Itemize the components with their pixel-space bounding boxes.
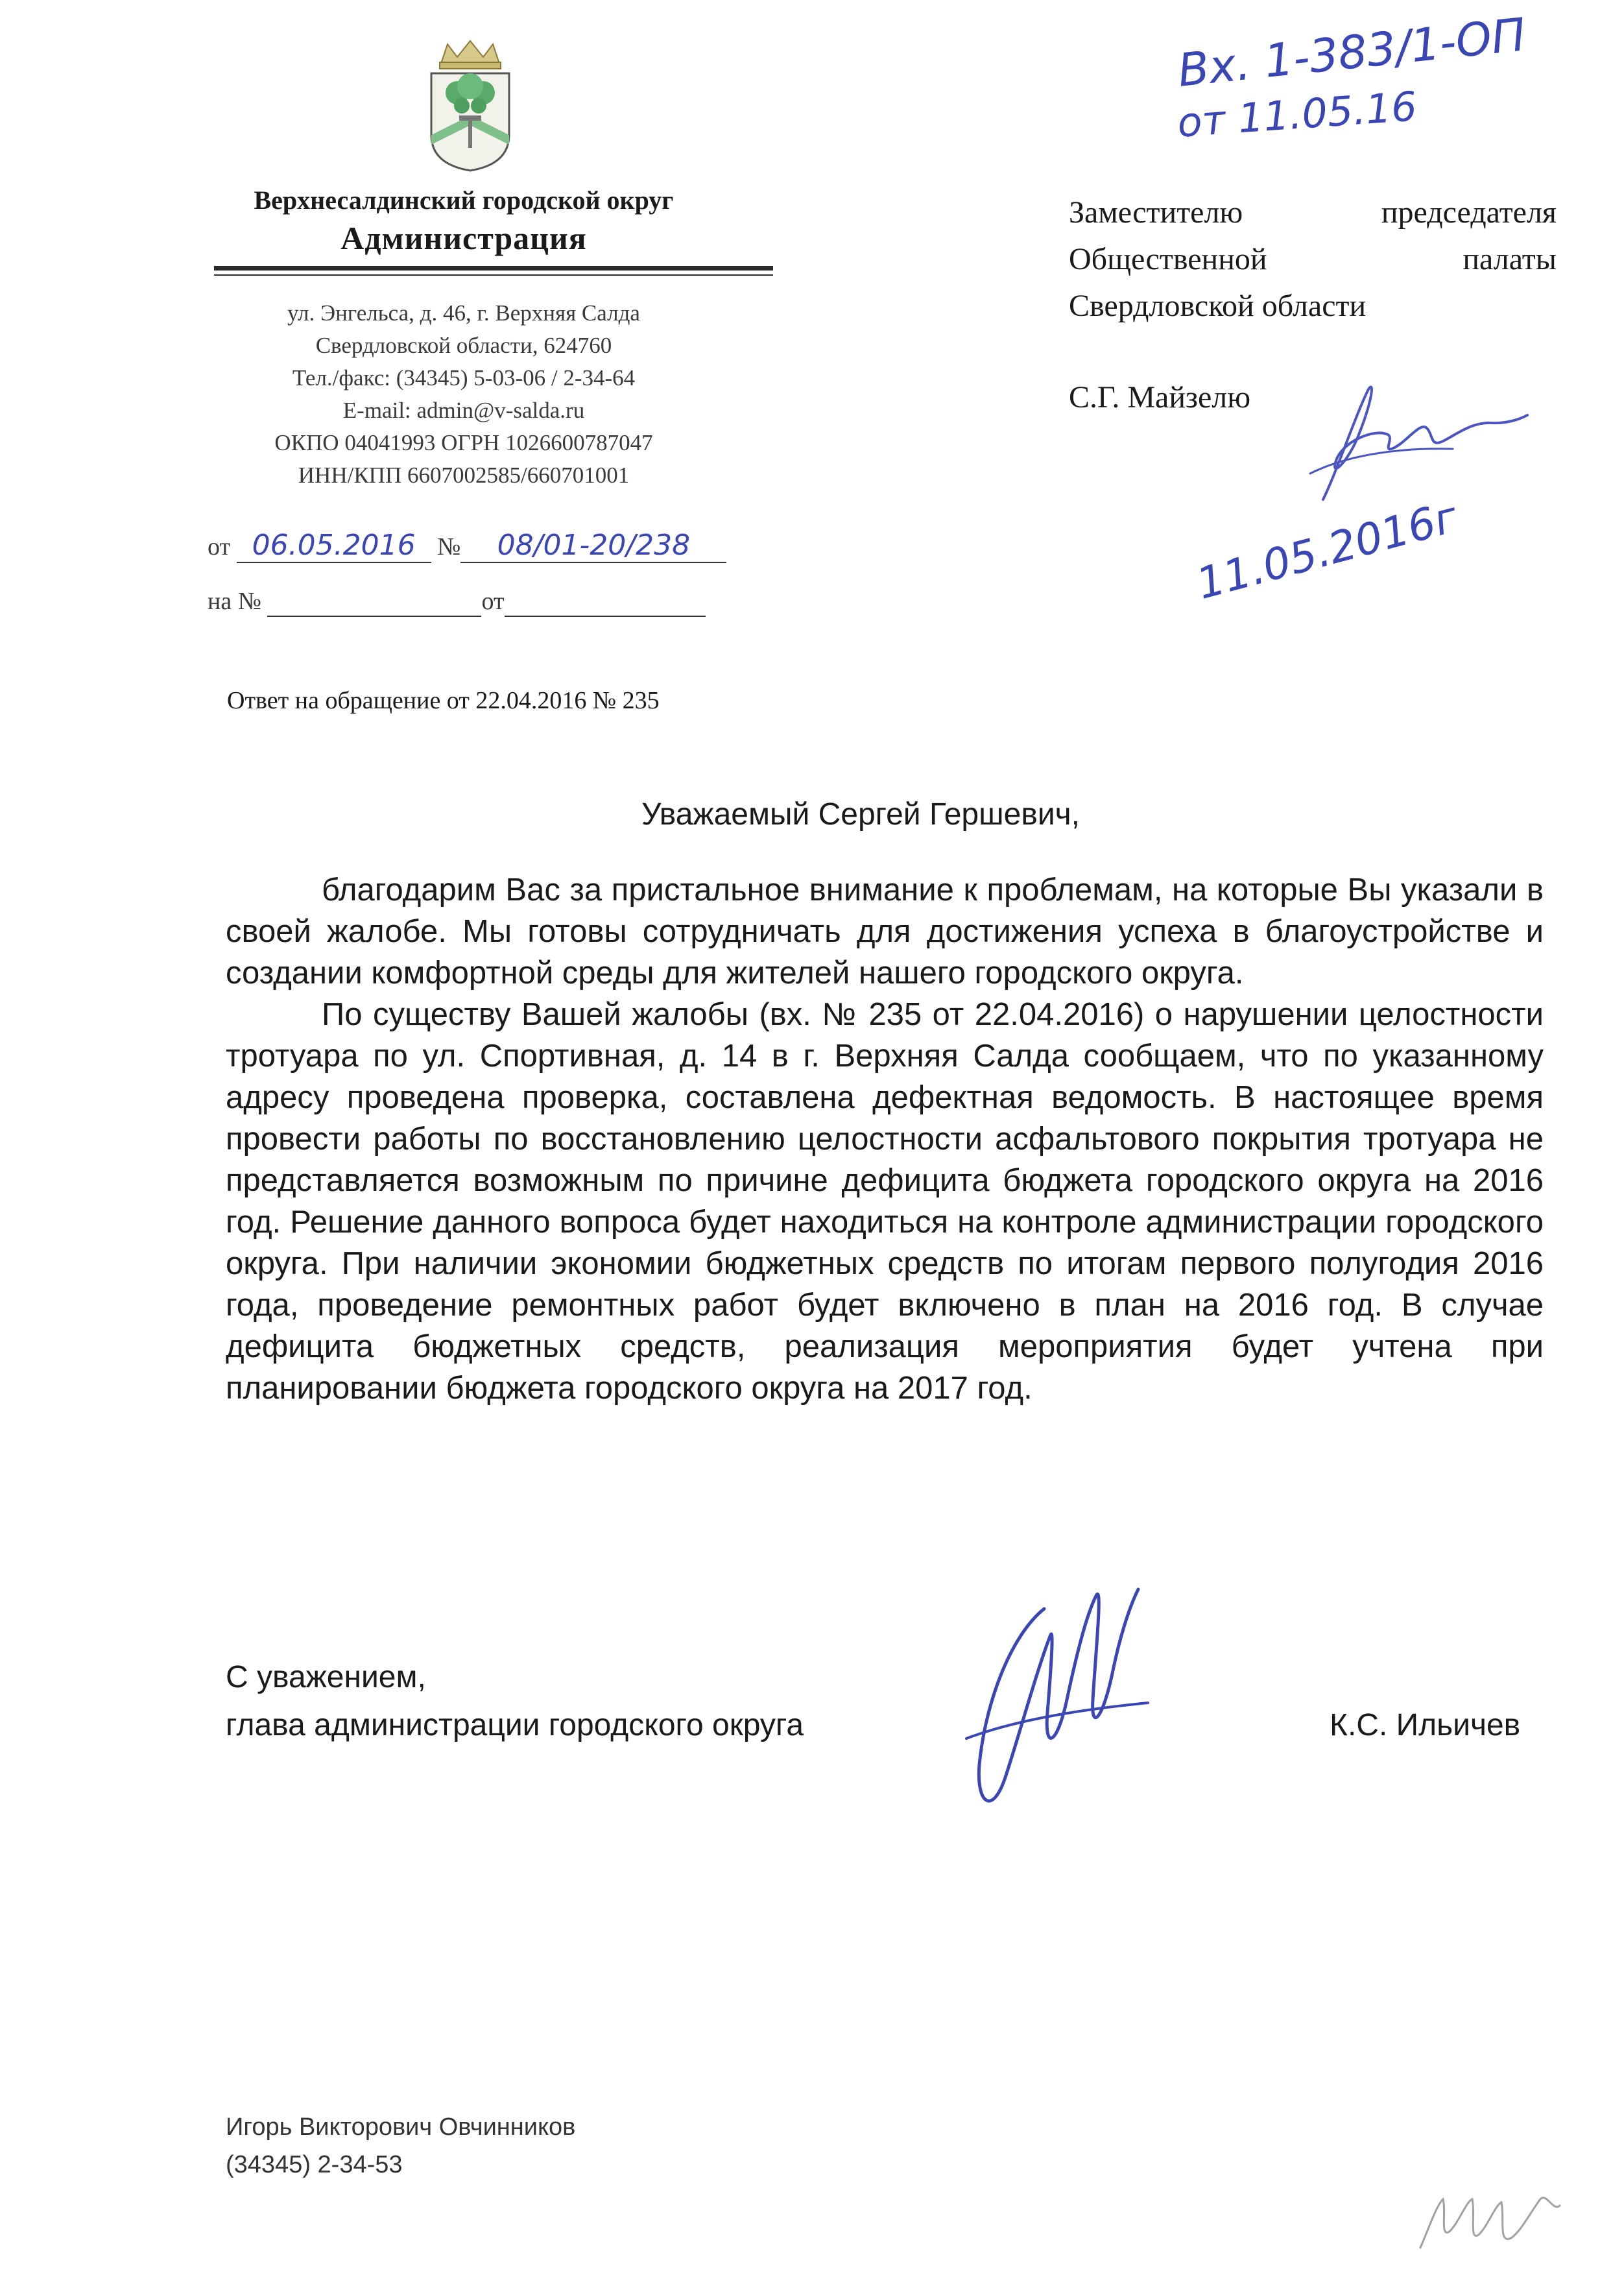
address-line: ул. Энгельса, д. 46, г. Верхняя Салда xyxy=(287,300,640,326)
outgoing-reference xyxy=(208,529,726,563)
outgoing-number: 08/01-20/238 xyxy=(460,529,726,563)
executor-block xyxy=(226,2108,575,2184)
executor-phone: (34345) 2-34-53 xyxy=(226,2151,403,2178)
okpo-line: ОКПО 04041993 ОГРН 1026600787047 xyxy=(274,430,653,455)
initials-icon xyxy=(1414,2186,1563,2257)
reply-number-label: на № xyxy=(208,588,261,615)
body-paragraph: благодарим Вас за пристальное внимание к проблемам, на которые Вы указали в своей жалобе. Мы готовы сотрудничать для достижения успеха в благоустройстве и создании комфортной среды для жителей нашего городского округа. xyxy=(226,872,1544,991)
signature-icon xyxy=(1297,376,1531,512)
greeting: Уважаемый Сергей Гершевич, xyxy=(641,797,1080,832)
addressee-line: Общественной палаты xyxy=(1069,242,1557,276)
body-paragraph: По существу Вашей жалобы (вх. № 235 от 22.04.2016) о нарушении целостности тротуара по ул. Спортивная, д. 14 в г. Верхняя Салда сообщаем, что по указанному адресу проведена проверка, составлена дефектная ведомость. В настоящее время провести работы по восстановлению целостности асфальтового покрытия тротуара не представляется возможным по причине дефицита бюджета городского округа на 2016 год. Решение данного вопроса будет находиться на контроле администрации городского округа. При наличии экономии бюджетных средств по итогам первого полугодия 2016 года, проведение ремонтных работ будет включено в план на 2016 год. В случае дефицита бюджетных средств, реализация мероприятия будет учтена при планировании бюджета городского округа на 2017 год. xyxy=(226,997,1544,1406)
incoming-reference xyxy=(208,587,706,617)
header-rule-thick xyxy=(214,266,773,271)
registration-date: от 11.05.16 xyxy=(1175,82,1418,147)
address-line: Свердловской области, 624760 xyxy=(315,333,612,358)
registration-number: Вх. 1-383/1-ОП xyxy=(1175,8,1529,97)
header-rule-thin xyxy=(214,274,773,276)
reply-number-blank xyxy=(267,587,481,617)
coat-of-arms-icon xyxy=(422,38,519,174)
reply-date-blank xyxy=(505,587,706,617)
signature-icon xyxy=(940,1570,1161,1849)
org-title: Администрация xyxy=(340,220,587,256)
addressee-line: Заместителю председателя xyxy=(1069,195,1557,230)
org-contacts xyxy=(214,297,713,492)
addressee-name: С.Г. Майзелю xyxy=(1069,380,1251,415)
signature-date: 11.05.2016г xyxy=(1191,491,1463,610)
answer-to: Ответ на обращение от 22.04.2016 № 235 xyxy=(227,687,660,714)
reply-from-label: от xyxy=(481,588,505,615)
org-name: Верхнесалдинский городской округ xyxy=(254,186,674,215)
addressee-line: Свердловской области xyxy=(1069,289,1367,323)
letter-body xyxy=(226,869,1544,1409)
phone-line: Тел./факс: (34345) 5-03-06 / 2-34-64 xyxy=(292,365,636,391)
addressee-block xyxy=(1069,189,1557,330)
closing-line: С уважением, xyxy=(226,1660,426,1694)
email-line: E-mail: admin@v-salda.ru xyxy=(342,398,585,423)
from-label: от xyxy=(208,533,231,560)
number-label: № xyxy=(437,533,461,560)
inn-line: ИНН/КПП 6607002585/660701001 xyxy=(298,463,630,488)
signer-name: К.С. Ильичев xyxy=(1330,1708,1521,1742)
signer-position: глава администрации городского округа xyxy=(226,1708,804,1742)
executor-name: Игорь Викторович Овчинников xyxy=(226,2113,576,2141)
outgoing-date: 06.05.2016 xyxy=(237,529,431,563)
